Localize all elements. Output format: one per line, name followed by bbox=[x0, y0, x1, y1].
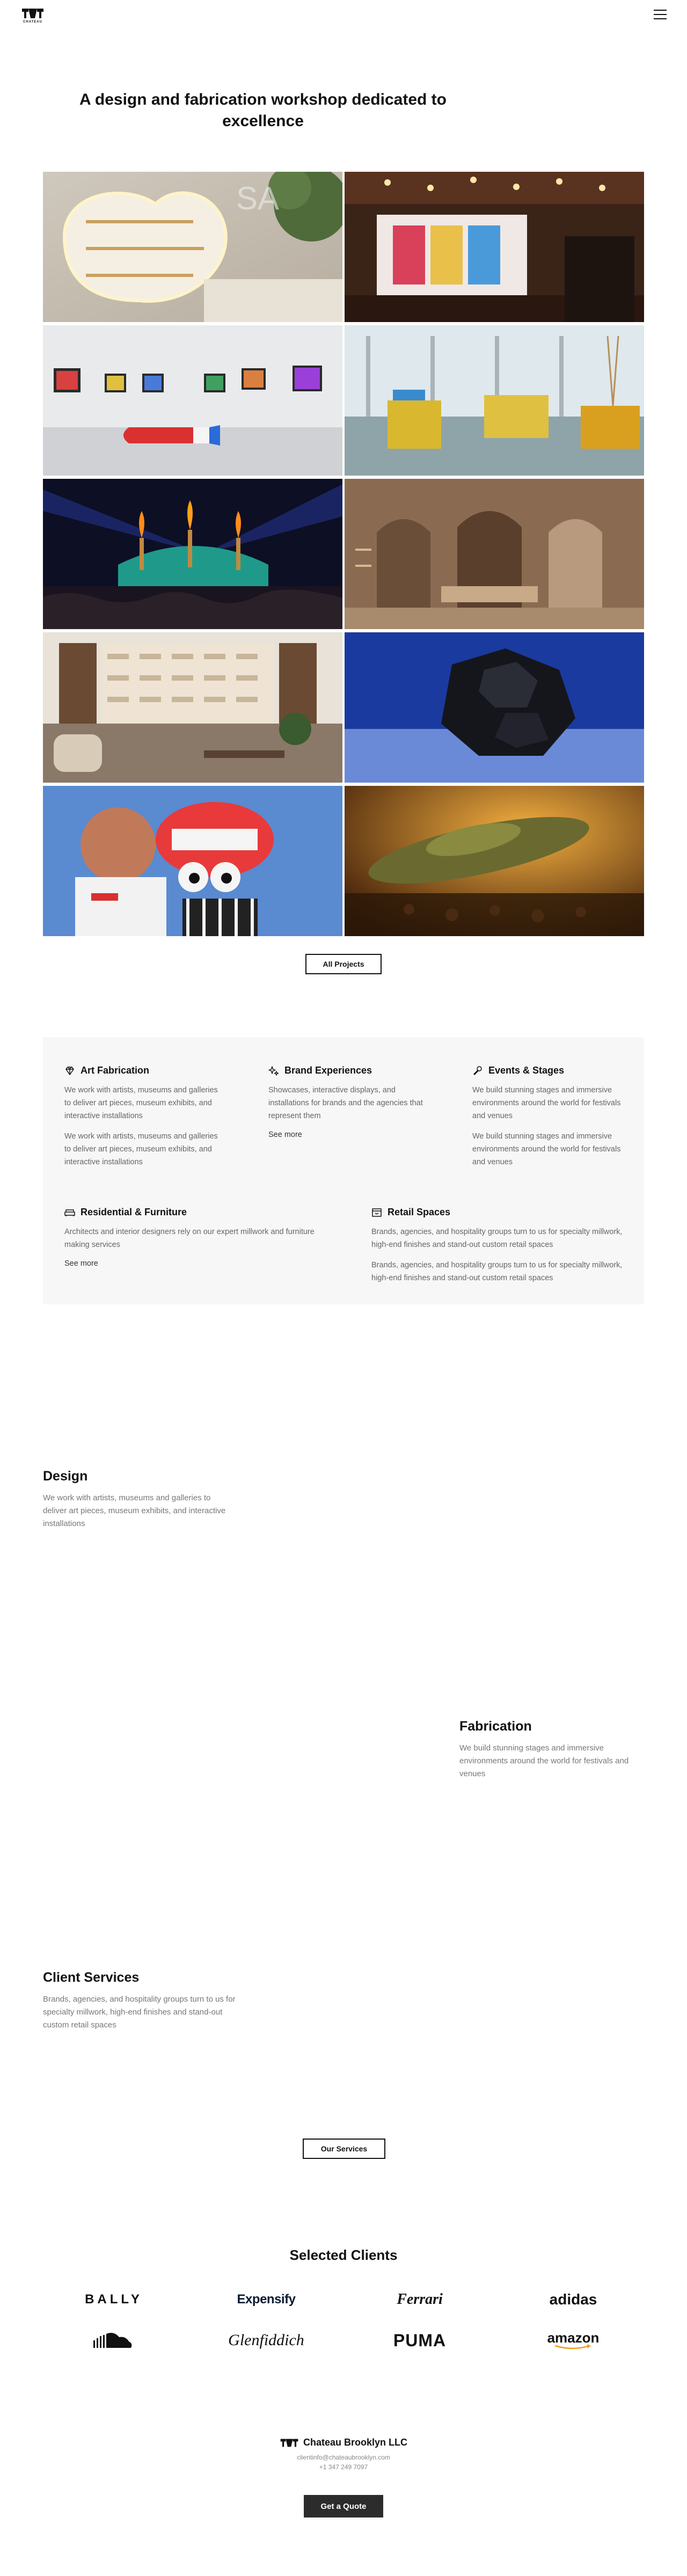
service-text: We work with artists, museums and galleries to deliver art pieces, museum exhibits, and interactive installations bbox=[64, 1132, 218, 1166]
microphone-icon bbox=[472, 1066, 483, 1076]
service-text: Architects and interior designers rely on our expert millwork and furniture making services bbox=[64, 1228, 315, 1249]
feature-title: Design bbox=[43, 1469, 88, 1484]
project-image-sunlit-lounge[interactable] bbox=[345, 325, 644, 476]
project-image-wooden-retail[interactable] bbox=[345, 479, 644, 629]
logo-text: CHATEAU bbox=[23, 20, 42, 24]
service-title: Residential & Furniture bbox=[81, 1207, 187, 1217]
project-gallery bbox=[43, 172, 644, 936]
service-title: Retail Spaces bbox=[388, 1207, 451, 1217]
svg-text:SA: SA bbox=[236, 180, 280, 216]
project-image-festival-stage[interactable] bbox=[43, 479, 342, 629]
feature-text: Brands, agencies, and hospitality groups turn to us for specialty millwork, high-end finishes and stand-out custom retail spaces bbox=[43, 1995, 236, 2030]
project-image-wooden-shelving-lounge[interactable] bbox=[43, 632, 342, 783]
project-image-art-gallery-rocket[interactable] bbox=[43, 325, 342, 476]
service-title: Art Fabrication bbox=[81, 1065, 150, 1076]
diamond-icon bbox=[64, 1066, 75, 1076]
company-name: Chateau Brooklyn LLC bbox=[303, 2437, 408, 2448]
feature-client-services bbox=[43, 1970, 236, 2032]
contact-email[interactable]: clientinfo@chateaubrooklyn.com bbox=[297, 2454, 390, 2461]
clients-title: Selected Clients bbox=[289, 2247, 398, 2263]
sofa-icon bbox=[64, 1207, 75, 1218]
service-retail-spaces bbox=[371, 1207, 640, 1292]
amazon-smile-icon bbox=[552, 2345, 595, 2350]
service-events-stages bbox=[472, 1065, 633, 1176]
service-text: Brands, agencies, and hospitality groups turn to us for specialty millwork, high-end finishes and stand-out custom retail spaces bbox=[371, 1228, 623, 1249]
site-header bbox=[0, 0, 687, 43]
client-logo-glenfiddich: Glenfiddich bbox=[228, 2331, 304, 2349]
project-image-guitar-shelving[interactable] bbox=[43, 172, 342, 322]
service-residential-furniture bbox=[64, 1207, 333, 1268]
our-services-button[interactable]: Our Services bbox=[303, 2139, 385, 2159]
service-text: We build stunning stages and immersive environments around the world for festivals and venues bbox=[472, 1086, 621, 1120]
project-image-colorful-bar[interactable] bbox=[345, 172, 644, 322]
contact-phone[interactable]: +1 347 249 7097 bbox=[319, 2463, 368, 2471]
service-text: We build stunning stages and immersive environments around the world for festivals and venues bbox=[472, 1132, 621, 1166]
feature-title: Fabrication bbox=[459, 1719, 532, 1734]
service-text: Showcases, interactive displays, and installations for brands and the agencies that represent them bbox=[268, 1086, 423, 1120]
client-logo-amazon: amazon bbox=[514, 2324, 632, 2356]
project-image-spaceship-sculpture[interactable] bbox=[345, 786, 644, 936]
feature-fabrication bbox=[459, 1719, 653, 1780]
feature-text: We work with artists, museums and galleries to deliver art pieces, museum exhibits, and interactive installations bbox=[43, 1493, 226, 1528]
service-title: Events & Stages bbox=[488, 1065, 565, 1076]
soundcloud-logo-icon bbox=[92, 2331, 135, 2350]
client-logo-puma: PUMA bbox=[393, 2330, 447, 2350]
service-text: Brands, agencies, and hospitality groups turn to us for specialty millwork, high-end finishes and stand-out custom retail spaces bbox=[371, 1261, 623, 1282]
see-more-link[interactable]: See more bbox=[268, 1130, 302, 1139]
feature-design bbox=[43, 1469, 236, 1530]
all-projects-button[interactable]: All Projects bbox=[305, 954, 382, 974]
services-panel bbox=[43, 1037, 644, 1304]
project-image-mascot-characters[interactable] bbox=[43, 786, 342, 936]
service-text: We work with artists, museums and galleries to deliver art pieces, museum exhibits, and interactive installations bbox=[64, 1086, 218, 1120]
footer-brand bbox=[0, 2437, 687, 2448]
service-brand-experiences bbox=[268, 1065, 429, 1140]
footer bbox=[0, 2437, 687, 2471]
get-a-quote-button[interactable]: Get a Quote bbox=[304, 2495, 383, 2517]
hamburger-menu-icon[interactable] bbox=[654, 10, 667, 19]
feature-title: Client Services bbox=[43, 1970, 140, 1985]
feature-text: We build stunning stages and immersive environments around the world for festivals and venues bbox=[459, 1743, 629, 1778]
storefront-icon bbox=[371, 1207, 382, 1218]
logo-mark-icon bbox=[280, 2438, 299, 2448]
project-image-geodesic-sculpture[interactable] bbox=[345, 632, 644, 783]
client-logo-expensify: Expensify bbox=[237, 2292, 296, 2307]
client-logo-adidas: adidas bbox=[549, 2291, 597, 2308]
logo-mark-icon bbox=[21, 8, 45, 19]
client-logo-bally: BALLY bbox=[85, 2292, 143, 2307]
service-title: Brand Experiences bbox=[284, 1065, 372, 1076]
sparkles-icon bbox=[268, 1066, 279, 1076]
hero-title: A design and fabrication workshop dedicated to excellence bbox=[79, 91, 447, 130]
client-logo-ferrari: Ferrari bbox=[397, 2291, 443, 2308]
client-logo-soundcloud bbox=[55, 2324, 173, 2356]
see-more-link[interactable]: See more bbox=[64, 1259, 98, 1268]
service-art-fabrication bbox=[64, 1065, 225, 1176]
logo[interactable] bbox=[19, 8, 46, 24]
